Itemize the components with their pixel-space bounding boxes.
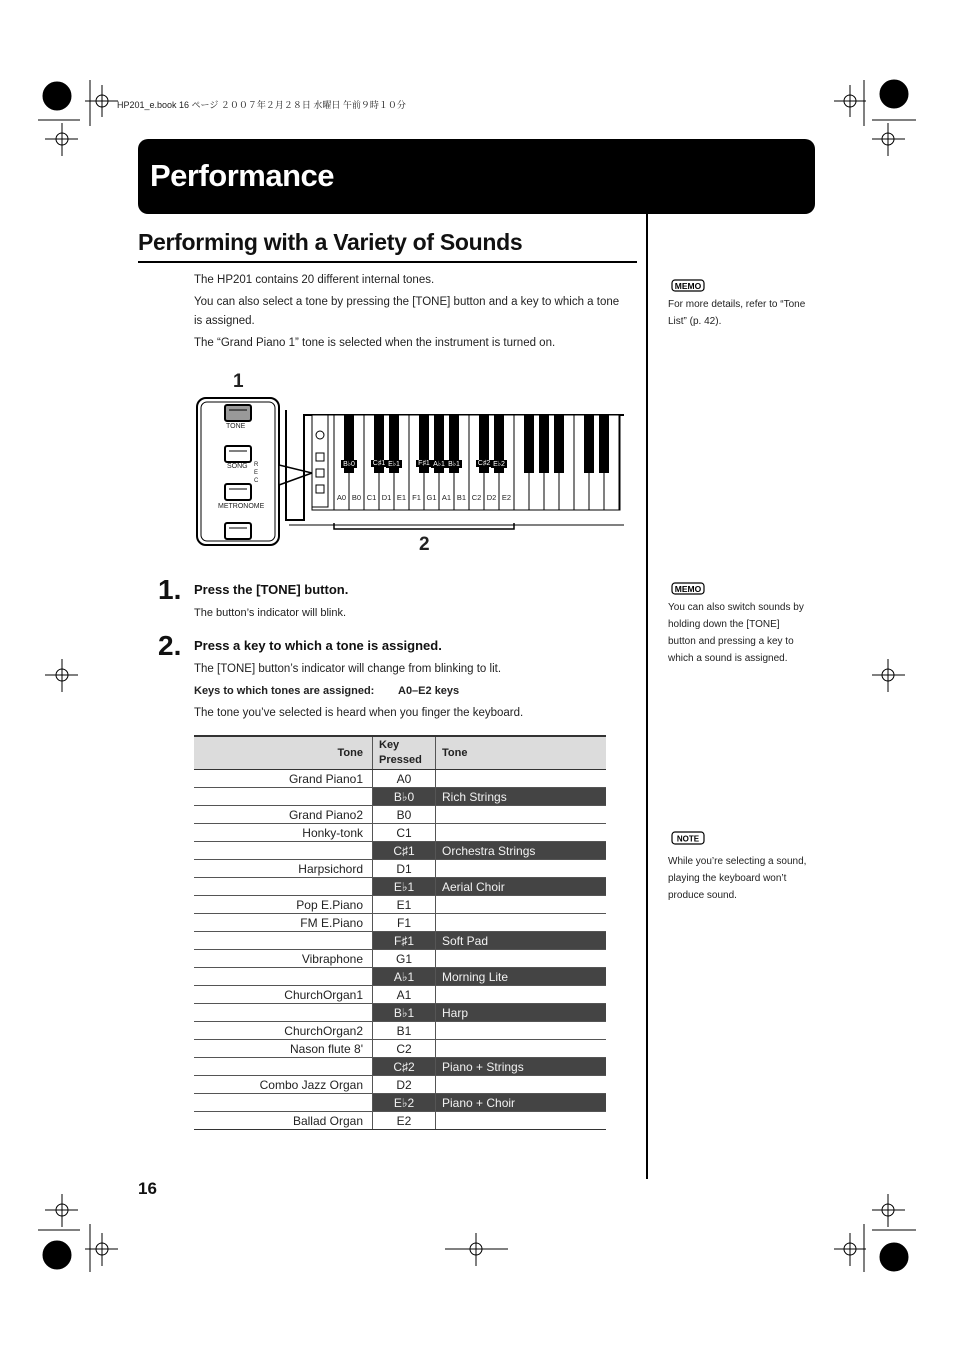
black-key-label: B♭0 — [341, 460, 357, 468]
step-2-title: Press a key to which a tone is assigned. — [194, 638, 442, 653]
cell-key: C♯1 — [373, 842, 436, 860]
table-row — [194, 878, 606, 896]
cell-tone-alt: Rich Strings — [436, 788, 607, 806]
cell-key: E♭2 — [373, 1094, 436, 1112]
cell-key: C2 — [373, 1040, 436, 1058]
chapter-title: Performance — [150, 158, 335, 193]
keys-assigned-label: Keys to which tones are assigned: — [194, 685, 375, 697]
cell-tone — [194, 1094, 373, 1112]
step-2-number: 2. — [158, 630, 182, 661]
column-divider — [646, 214, 648, 1179]
table-row — [194, 950, 606, 968]
table-header-row — [194, 736, 606, 770]
cell-key: B1 — [373, 1022, 436, 1040]
cell-key: F1 — [373, 914, 436, 932]
white-key-label: D1 — [381, 493, 392, 502]
section-rule — [138, 261, 637, 263]
table-row — [194, 842, 606, 860]
svg-text:NOTE: NOTE — [676, 834, 700, 844]
table-row — [194, 806, 606, 824]
black-key-label: C♯1 — [372, 460, 386, 467]
step-1-number: 1. — [158, 574, 182, 605]
cell-tone: Honky-tonk — [194, 824, 373, 842]
white-key-label: A0 — [336, 493, 347, 502]
metronome-button — [225, 484, 251, 500]
callout-1: 1 — [233, 371, 244, 392]
cell-tone: Pop E.Piano — [194, 896, 373, 914]
svg-text:MEMO: MEMO — [674, 281, 702, 291]
tone-table — [194, 735, 606, 1130]
rec-label: R E C — [254, 462, 259, 484]
callout-2: 2 — [419, 534, 430, 555]
cell-tone: ChurchOrgan2 — [194, 1022, 373, 1040]
intro-line-4: The “Grand Piano 1” tone is selected when the instrument is turned on. — [194, 337, 556, 349]
cell-key: G1 — [373, 950, 436, 968]
cell-tone — [194, 842, 373, 860]
cell-tone — [194, 878, 373, 896]
white-key-label: B0 — [351, 493, 362, 502]
cell-key: A♭1 — [373, 968, 436, 986]
white-key-label: E2 — [501, 493, 512, 502]
black-key — [554, 415, 564, 473]
section-title: Performing with a Variety of Sounds — [138, 229, 523, 255]
step-1-title: Press the [TONE] button. — [194, 582, 349, 597]
table-row — [194, 932, 606, 950]
cell-tone-alt: Soft Pad — [436, 932, 607, 950]
intro-line-2: You can also select a tone by pressing the [TONE] button and a key to which a tone — [194, 296, 620, 308]
black-key — [524, 415, 534, 473]
cell-tone-alt — [436, 1112, 607, 1130]
header-tone-right: Tone — [436, 736, 607, 770]
black-key-label: A♭1 — [431, 460, 447, 468]
cell-tone — [194, 788, 373, 806]
cell-tone: Vibraphone — [194, 950, 373, 968]
white-key-label: C1 — [366, 493, 377, 502]
print-header: HP201_e.book 16 ページ ２００７年２月２８日 水曜日 午前９時１０分 — [117, 100, 406, 110]
cell-key: E2 — [373, 1112, 436, 1130]
table-row — [194, 1112, 606, 1130]
black-key — [599, 415, 609, 473]
cell-key: B♭1 — [373, 1004, 436, 1022]
cell-tone-alt — [436, 986, 607, 1004]
cell-tone-alt: Piano + Choir — [436, 1094, 607, 1112]
table-row — [194, 1076, 606, 1094]
black-key-label: C♯2 — [477, 460, 491, 467]
white-key-label: C2 — [471, 493, 482, 502]
table-row — [194, 1058, 606, 1076]
table-row — [194, 986, 606, 1004]
note-icon — [671, 831, 705, 845]
step-2-body: The [TONE] button’s indicator will change from blinking to lit. — [194, 663, 502, 675]
cell-key: C1 — [373, 824, 436, 842]
black-key-label: E♭1 — [386, 460, 402, 468]
cell-tone-alt — [436, 1076, 607, 1094]
table-row — [194, 1022, 606, 1040]
after-keys-text: The tone you’ve selected is heard when you finger the keyboard. — [194, 707, 524, 719]
black-key — [539, 415, 549, 473]
black-key — [584, 415, 594, 473]
white-key-label: A1 — [441, 493, 452, 502]
memo-1-text: For more details, refer to “Tone List” (p. 42). — [668, 299, 806, 327]
cell-key: E1 — [373, 896, 436, 914]
header-tone-left: Tone — [194, 736, 373, 770]
table-row — [194, 824, 606, 842]
table-row — [194, 1004, 606, 1022]
header-key-pressed: Key Pressed — [373, 736, 436, 770]
table-row — [194, 914, 606, 932]
cell-tone-alt — [436, 770, 607, 788]
note-text: While you’re selecting a sound, playing the keyboard won’t produce sound. — [668, 856, 807, 901]
cell-tone: FM E.Piano — [194, 914, 373, 932]
table-row — [194, 788, 606, 806]
cell-tone: Ballad Organ — [194, 1112, 373, 1130]
cell-key: D2 — [373, 1076, 436, 1094]
cell-tone: ChurchOrgan1 — [194, 986, 373, 1004]
white-key-label: F1 — [412, 493, 421, 502]
rec-button — [225, 523, 251, 539]
table-row — [194, 896, 606, 914]
cell-tone-alt — [436, 824, 607, 842]
cell-tone — [194, 968, 373, 986]
cell-key: B0 — [373, 806, 436, 824]
cell-tone-alt: Orchestra Strings — [436, 842, 607, 860]
table-row — [194, 860, 606, 878]
cell-tone-alt — [436, 1040, 607, 1058]
cell-tone-alt: Aerial Choir — [436, 878, 607, 896]
cell-tone: Nason flute 8' — [194, 1040, 373, 1058]
cell-tone — [194, 1058, 373, 1076]
cell-tone-alt: Morning Lite — [436, 968, 607, 986]
svg-text:MEMO: MEMO — [674, 584, 702, 594]
white-key-label: D2 — [486, 493, 497, 502]
cell-tone-alt: Harp — [436, 1004, 607, 1022]
cell-tone-alt: Piano + Strings — [436, 1058, 607, 1076]
song-button-label: SONG — [227, 463, 248, 470]
cell-key: A0 — [373, 770, 436, 788]
tone-button-label: TONE — [226, 423, 246, 430]
table-row — [194, 1040, 606, 1058]
cell-tone-alt — [436, 914, 607, 932]
cell-tone — [194, 932, 373, 950]
cell-key: D1 — [373, 860, 436, 878]
table-row — [194, 770, 606, 788]
song-button — [225, 446, 251, 462]
cell-tone-alt — [436, 860, 607, 878]
white-key-label: E1 — [396, 493, 407, 502]
cell-key: C♯2 — [373, 1058, 436, 1076]
memo-icon — [671, 581, 705, 595]
black-key-label: F♯1 — [416, 460, 432, 467]
keys-assigned-value: A0–E2 keys — [398, 685, 460, 697]
cell-tone: Grand Piano2 — [194, 806, 373, 824]
cell-tone-alt — [436, 806, 607, 824]
table-row — [194, 968, 606, 986]
cell-key: E♭1 — [373, 878, 436, 896]
tone-button — [225, 405, 251, 421]
cell-tone-alt — [436, 950, 607, 968]
cell-tone: Harpsichord — [194, 860, 373, 878]
cell-key: F♯1 — [373, 932, 436, 950]
memo-icon — [671, 278, 705, 292]
memo-2-text: You can also switch sounds by holding down the [TONE] button and pressing a key to which a sound is assigned. — [668, 602, 804, 664]
intro-line-1: The HP201 contains 20 different internal tones. — [194, 274, 435, 286]
cell-key: B♭0 — [373, 788, 436, 806]
cell-key: A1 — [373, 986, 436, 1004]
cell-tone: Combo Jazz Organ — [194, 1076, 373, 1094]
black-key-label: E♭2 — [491, 460, 507, 468]
white-key-label: B1 — [456, 493, 467, 502]
white-key-label: G1 — [426, 493, 437, 502]
page-number: 16 — [138, 1179, 157, 1198]
cell-tone-alt — [436, 896, 607, 914]
table-row — [194, 1094, 606, 1112]
black-key-label: B♭1 — [446, 460, 462, 468]
step-1-body: The button’s indicator will blink. — [194, 607, 347, 619]
metronome-button-label: METRONOME — [218, 503, 265, 510]
intro-line-3: is assigned. — [194, 315, 255, 327]
cell-tone: Grand Piano1 — [194, 770, 373, 788]
cell-tone — [194, 1004, 373, 1022]
cell-tone-alt — [436, 1022, 607, 1040]
